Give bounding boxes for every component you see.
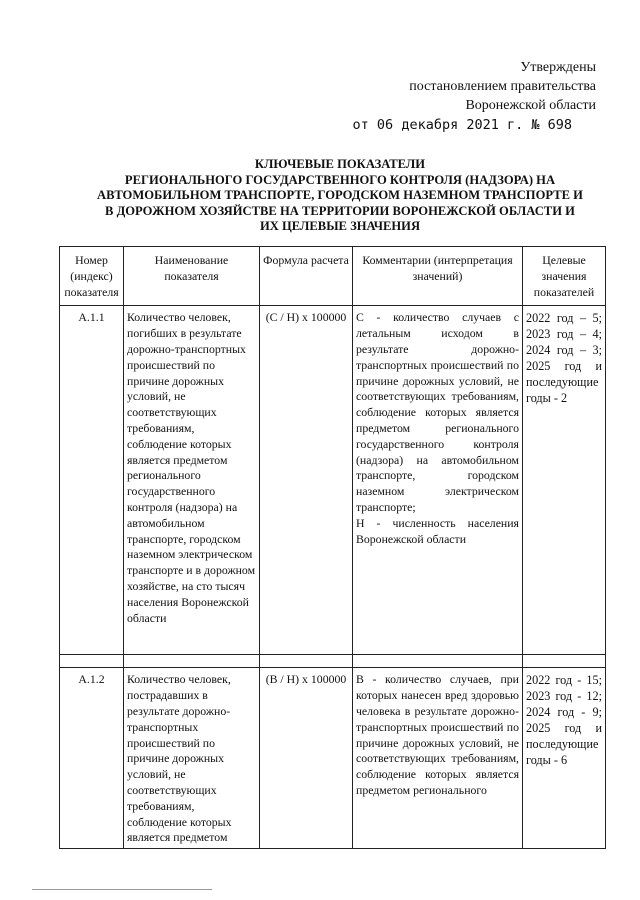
indicators-table <box>59 246 606 849</box>
approval-block <box>336 58 596 135</box>
indicator-target: 2022 год - 15; 2023 год - 12; 2024 год - 9; 2025 год и последующие годы - 6 <box>523 668 606 849</box>
title-line: АВТОМОБИЛЬНОМ ТРАНСПОРТЕ, ГОРОДСКОМ НАЗЕМНОМ ТРАНСПОРТЕ И <box>97 188 583 202</box>
header-number: Номер (индекс) показателя <box>60 247 124 306</box>
comment-paragraph: Н - численность населения Воронежской области <box>356 515 519 546</box>
title-line: ИХ ЦЕЛЕВЫЕ ЗНАЧЕНИЯ <box>259 219 421 233</box>
approval-date-number: от 06 декабря 2021 г. № 698 <box>352 117 572 133</box>
indicator-comment <box>353 306 523 655</box>
indicator-name: Количество человек, пострадавших в результате дорожно-транспортных происшествий по причине дорожных условий, не соответствующих требованиям, соблюдение которых является предметом <box>124 668 260 849</box>
indicator-formula: (С / Н) х 100000 <box>260 306 353 655</box>
indicator-name: Количество человек, погибших в результате дорожно-транспортных происшествий по причине дорожных условий, не соответствующих требованиям, соблюдение которых является предметом регионального государственного контроля (надзора) на автомобильном транспорте, городском наземном электрическом транспорте и в дорожном хозяйстве, на сто тысяч населения Воронежской области <box>124 306 260 655</box>
footer-divider <box>32 889 212 890</box>
table-row <box>60 306 606 655</box>
header-name: Наименование показателя <box>124 247 260 306</box>
indicator-number: А.1.1 <box>60 306 124 655</box>
comment-paragraph: В - количество случаев, при которых нанесен вред здоровью человека в результате дорожно-транспортных происшествий по причине дорожных условий, не соответствующих требованиям, соблюдение которых является предметом регионального <box>356 672 519 797</box>
table-spacer-row <box>60 655 606 668</box>
approval-line-region: Воронежской области <box>465 98 596 113</box>
table-header-row <box>60 247 606 306</box>
title-line: КЛЮЧЕВЫЕ ПОКАЗАТЕЛИ <box>254 157 426 171</box>
indicator-number: А.1.2 <box>60 668 124 849</box>
document-title <box>60 157 620 235</box>
header-comment: Комментарии (интерпретация значений) <box>353 247 523 306</box>
comment-paragraph: С - количество случаев с летальным исходом в результате дорожно-транспортных происшествий по причине дорожных условий, не соответствующих требованиям, соблюдение которых является предметом регионального государственного контроля (надзора) на автомобильном транспорте, городском наземном электрическом транспорте; <box>356 310 519 514</box>
approval-line-resolution: постановлением правительства <box>409 79 596 94</box>
indicator-target: 2022 год – 5; 2023 год – 4; 2024 год – 3; 2025 год и последующие годы - 2 <box>523 306 606 655</box>
header-target: Целевые значения показателей <box>523 247 606 306</box>
approval-line-approved: Утверждены <box>520 60 596 75</box>
indicator-formula: (В / Н) х 100000 <box>260 668 353 849</box>
title-line: РЕГИОНАЛЬНОГО ГОСУДАРСТВЕННОГО КОНТРОЛЯ (НАДЗОРА) НА <box>124 172 556 187</box>
table-row <box>60 668 606 849</box>
indicator-comment <box>353 668 523 849</box>
title-line: В ДОРОЖНОМ ХОЗЯЙСТВЕ НА ТЕРРИТОРИИ ВОРОНЕЖСКОЙ ОБЛАСТИ И <box>105 203 575 218</box>
header-formula: Формула расчета <box>260 247 353 306</box>
